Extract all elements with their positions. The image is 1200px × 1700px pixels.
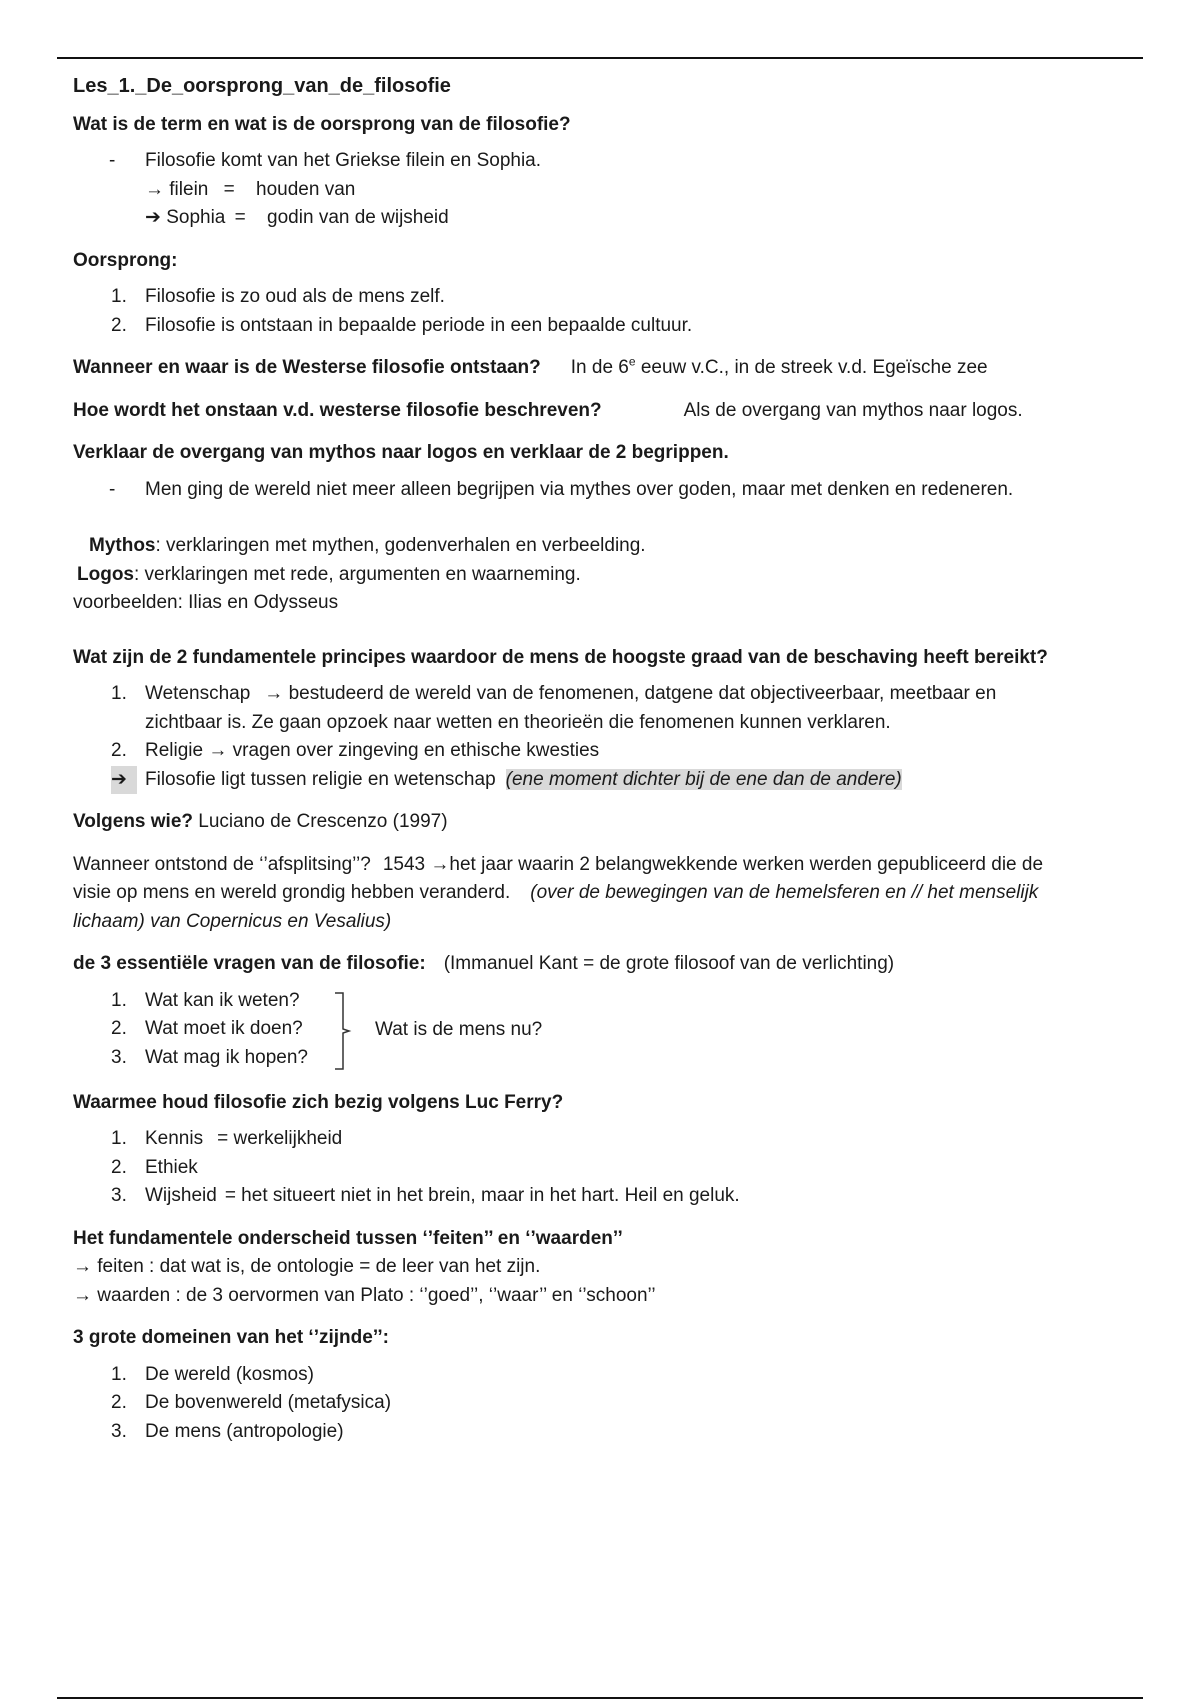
list-item: 1. Kennis = werkelijkheid (111, 1128, 343, 1149)
mythos-definition: Mythos: verklaringen met mythen, godenverhalen en verbeelding. (89, 535, 646, 556)
arrow-icon: → (264, 683, 284, 704)
arrow-icon: → (208, 740, 228, 761)
examples-line: voorbeelden: Ilias en Odysseus (73, 592, 339, 613)
arrow-icon: → (145, 178, 164, 200)
document-title: Les_1._De_oorsprong_van_de_filosofie (73, 75, 451, 97)
top-rule (57, 57, 1143, 59)
list-item: 2. Filosofie is ontstaan in bepaalde periode in een bepaalde cultuur. (111, 314, 693, 336)
list-item: 2. De bovenwereld (metafysica) (111, 1392, 392, 1413)
question-ferry: Waarmee houd filosofie zich bezig volgens Luc Ferry? (73, 1091, 564, 1113)
origin-heading: Oorsprong: (73, 249, 178, 271)
document-body (73, 72, 1133, 1446)
term-list (73, 147, 1133, 176)
kant-summary: Wat is de mens nu? (375, 1018, 543, 1040)
list-item: 3. De mens (antropologie) (111, 1420, 344, 1442)
ferry-list (73, 1125, 1133, 1211)
bottom-rule (57, 1697, 1143, 1699)
question-term-origin: Wat is de term en wat is de oorsprong van de filosofie? (73, 113, 571, 135)
principles-list (73, 680, 1133, 794)
question-principles: Wat zijn de 2 fundamentele principes waardoor de mens de hoogste graad van de beschaving heeft bereikt? (73, 646, 1048, 668)
arrow-icon: → (73, 1284, 92, 1306)
logos-definition: Logos: verklaringen met rede, argumenten en waarneming. (77, 563, 581, 585)
according-to-line: Volgens wie? Luciano de Crescenzo (1997) (73, 811, 448, 832)
arrow-icon: → (430, 853, 450, 875)
list-item: 2. Religie → vragen over zingeving en ethische kwesties (111, 740, 600, 761)
domains-list (73, 1361, 1133, 1447)
question-mythos-logos: Verklaar de overgang van mythos naar logos en verklaar de 2 begrippen. (73, 442, 729, 463)
list-item: 1. Wetenschap → bestudeerd de wereld van de fenomenen, datgene dat objectiveerbaar, meetbaar en zichtbaar is. Ze gaan opzoek naar wetten en theorieën die fenomenen kunnen verklaren. (111, 683, 997, 733)
bold-arrow-icon: ➔ (111, 766, 137, 795)
kant-questions (73, 987, 1133, 1075)
split-paragraph: Wanneer ontstond de ‘’afsplitsing’’? 1543 →het jaar waarin 2 belangwekkende werken werden gepubliceerd die de visie op mens en wereld grondig hebben veranderd. (over de bewegingen van de hemelsferen en // het menselijk lichaam) van Copernicus en Vesalius) (73, 853, 1044, 932)
values-line: → waarden : de 3 oervormen van Plato : ‘’goed’’, ‘’waar’’ en ‘’schoon’’ (73, 1284, 656, 1306)
mythos-logos-list (73, 476, 1133, 505)
question-description: Hoe wordt het onstaan v.d. westerse filosofie beschreven? Als de overgang van mythos naar logos. (73, 399, 1023, 421)
dash-bullet: - (109, 478, 116, 500)
kant-heading-line: de 3 essentiële vragen van de filosofie: (Immanuel Kant = de grote filosoof van de verlichting) (73, 953, 895, 974)
right-brace-icon (333, 991, 357, 1071)
list-item: - Men ging de wereld niet meer alleen begrijpen via mythes over goden, maar met denken en redeneren. (73, 476, 1133, 505)
arrow-icon: → (73, 1256, 92, 1277)
origin-list (73, 283, 1133, 340)
bold-arrow-icon: ➔ (145, 207, 161, 228)
list-item: ➔ Filosofie ligt tussen religie en wetenschap (ene moment dichter bij de ene dan de andere) (73, 766, 1133, 795)
list-item: 3. Wijsheid = het situeert niet in het brein, maar in het hart. Heil en geluk. (111, 1185, 740, 1206)
domains-heading: 3 grote domeinen van het ‘’zijnde’’: (73, 1327, 390, 1348)
list-item: 1. Filosofie is zo oud als de mens zelf. (111, 286, 445, 307)
dash-bullet: - (109, 150, 116, 171)
list-item: 1. De wereld (kosmos) (111, 1363, 314, 1385)
filein-definition: → filein = houden van (145, 178, 356, 200)
list-item: 3. Wat mag ik hopen? (111, 1046, 308, 1068)
list-item: 1. Wat kan ik weten? (111, 989, 300, 1011)
list-item: - Filosofie komt van het Griekse filein en Sophia. (73, 147, 1133, 176)
highlighted-note: (ene moment dichter bij de ene dan de andere) (505, 768, 902, 790)
question-western-origin: Wanneer en waar is de Westerse filosofie ontstaan? In de 6e eeuw v.C., in de streek v.d. Egeïsche zee (73, 354, 988, 378)
list-item: 2. Wat moet ik doen? (111, 1018, 303, 1039)
sophia-definition: ➔ Sophia = godin van de wijsheid (145, 207, 449, 228)
facts-values-heading: Het fundamentele onderscheid tussen ‘’feiten’’ en ‘’waarden’’ (73, 1227, 623, 1249)
kant-list (73, 987, 308, 1073)
list-item: 2. Ethiek (111, 1156, 198, 1178)
facts-line: → feiten : dat wat is, de ontologie = de leer van het zijn. (73, 1256, 541, 1277)
